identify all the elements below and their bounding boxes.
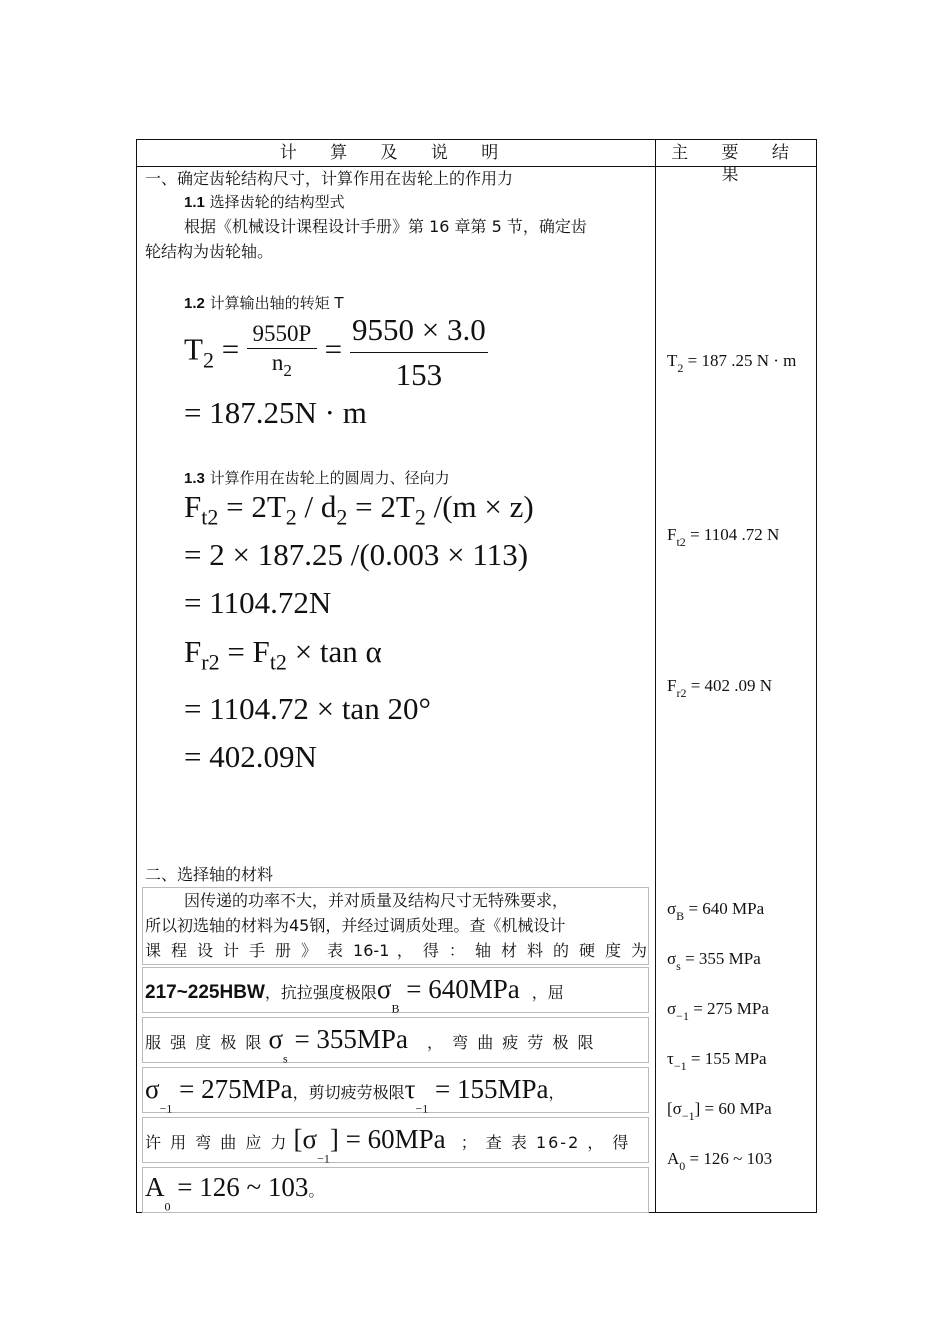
fr-equation-line3: = 402.09N [184, 739, 317, 774]
allow-label: 许 用 弯 曲 应 力 [145, 1133, 289, 1152]
sigma-minus1-formula: $\sigma_{-1} = 275MPa$ [145, 1074, 293, 1116]
result-allowable-stress: $[\sigma_{-1}] = 60$ MPa [667, 1099, 772, 1123]
ft-equation-line1: $F_{t2} = 2T_2 / d_2 = 2T_2$ /(m × z) [184, 489, 534, 530]
result-a0: $A_0 = 126$ ~ 103 [667, 1149, 773, 1173]
torque-result: = 187.25N · m [184, 395, 367, 430]
fr-equation-line2: = 1104.72 × tan 20° [184, 691, 431, 726]
sigma-s-formula: $\sigma_s = 355MPa$ [268, 1024, 408, 1066]
header-divider [137, 166, 816, 167]
torque-fraction-1 [247, 320, 317, 385]
ft-equation-line3: = 1104.72N [184, 585, 332, 620]
material-line3: 课 程 设 计 手 册 》 表 16-1 ， 得 ： 轴 材 料 的 硬 度 为 [145, 941, 647, 960]
torque-fraction-2-denominator: 153 [395, 357, 443, 392]
section1-title: 一、确定齿轮结构尺寸，计算作用在齿轮上的作用力 [145, 169, 514, 188]
yield-label: 服 强 度 极 限 [145, 1033, 264, 1052]
step-1-3 [184, 467, 450, 490]
material-line8 [145, 1170, 324, 1223]
result-t2: $T_2 = 187$ .25 N · m [667, 351, 797, 375]
result-ft2: $F_{t2} = 1104$ .72 N [667, 525, 780, 549]
result-sigma-b: $\sigma_B = 640$ MPa [667, 899, 765, 923]
line7-tail: ； 查 表 16-2 ， 得 [460, 1133, 631, 1152]
result-sigma-minus1: $\sigma_{-1} = 275$ MPa [667, 999, 769, 1023]
sigma-b-formula: $\sigma_B = 640MPa$ [376, 974, 520, 1016]
line5-tail: ， 弯 曲 疲 劳 极 限 [427, 1033, 596, 1052]
torque-fraction-2-numerator: 9550 × 3.0 [350, 308, 488, 353]
torque-fraction-1-numerator: 9550P [247, 320, 317, 349]
step-1-3-number: 1.3 [184, 470, 205, 487]
result-tau-minus1: $\tau_{-1} = 155$ MPa [667, 1049, 767, 1073]
material-line1: 因传递的功率不大，并对质量及结构尺寸无特殊要求， [184, 891, 569, 910]
torque-fraction-2 [350, 308, 488, 397]
torque-equation: $T_2$ = $\frac{9550P}{n_2}$ = $\frac{9550 \times 3.0}{153}$ [184, 308, 488, 397]
result-sigma-s: $\sigma_s = 355$ MPa [667, 949, 761, 973]
ft-equation-line2: = 2 × 187.25 /(0.003 × 113) [184, 537, 529, 572]
header-calculation-column: 计 算 及 说 明 [279, 143, 513, 163]
allow-formula: $[\sigma_{-1}] = 60MPa$ [293, 1124, 446, 1166]
step-1-2-text: 计算输出轴的转矩 T [204, 294, 344, 312]
result-fr2: $F_{r2} = 402$ .09 N [667, 676, 773, 700]
para1-line2: 轮结构为齿轮轴。 [145, 242, 274, 261]
material-line2: 所以初选轴的材料为45钢，并经过调质处理。查《机械设计 [145, 916, 566, 935]
para1-line1: 根据《机械设计课程设计手册》第 16 章第 5 节，确定齿 [184, 217, 587, 236]
hardness-value: 217~225HBW [145, 982, 265, 1003]
torque-fraction-1-denominator: $n_2$ [271, 350, 292, 380]
tau-minus1-formula: $\tau_{-1} = 155MPa$ [404, 1074, 549, 1116]
a0-formula: $A_0 = 126$ ~ 103 [145, 1172, 309, 1214]
step-1-1-number: 1.1 [184, 194, 205, 211]
fr-equation-line1: $F_{r2} = F_{t2} \times \tan \alpha$ [184, 634, 382, 675]
tensile-label: ，抗拉强度极限 [264, 983, 377, 1002]
shear-label: ，剪切疲劳极限 [292, 1083, 405, 1102]
torque-lhs: T [184, 331, 203, 367]
torque-lhs-sub: 2 [202, 347, 214, 373]
step-1-1-text: 选择齿轮的结构型式 [204, 193, 345, 211]
column-divider [655, 140, 656, 1212]
section2-title: 二、选择轴的材料 [145, 865, 274, 884]
step-1-2-number: 1.2 [184, 295, 205, 312]
header-results-column: 主 要 结 果 [671, 143, 803, 185]
step-1-1 [184, 191, 345, 214]
line6-tail: ， [548, 1083, 565, 1102]
line8-tail: 。 [308, 1181, 325, 1200]
line4-tail: ，屈 [531, 983, 564, 1002]
calculation-sheet [136, 139, 817, 1213]
step-1-3-text: 计算作用在齿轮上的圆周力、径向力 [204, 469, 450, 487]
